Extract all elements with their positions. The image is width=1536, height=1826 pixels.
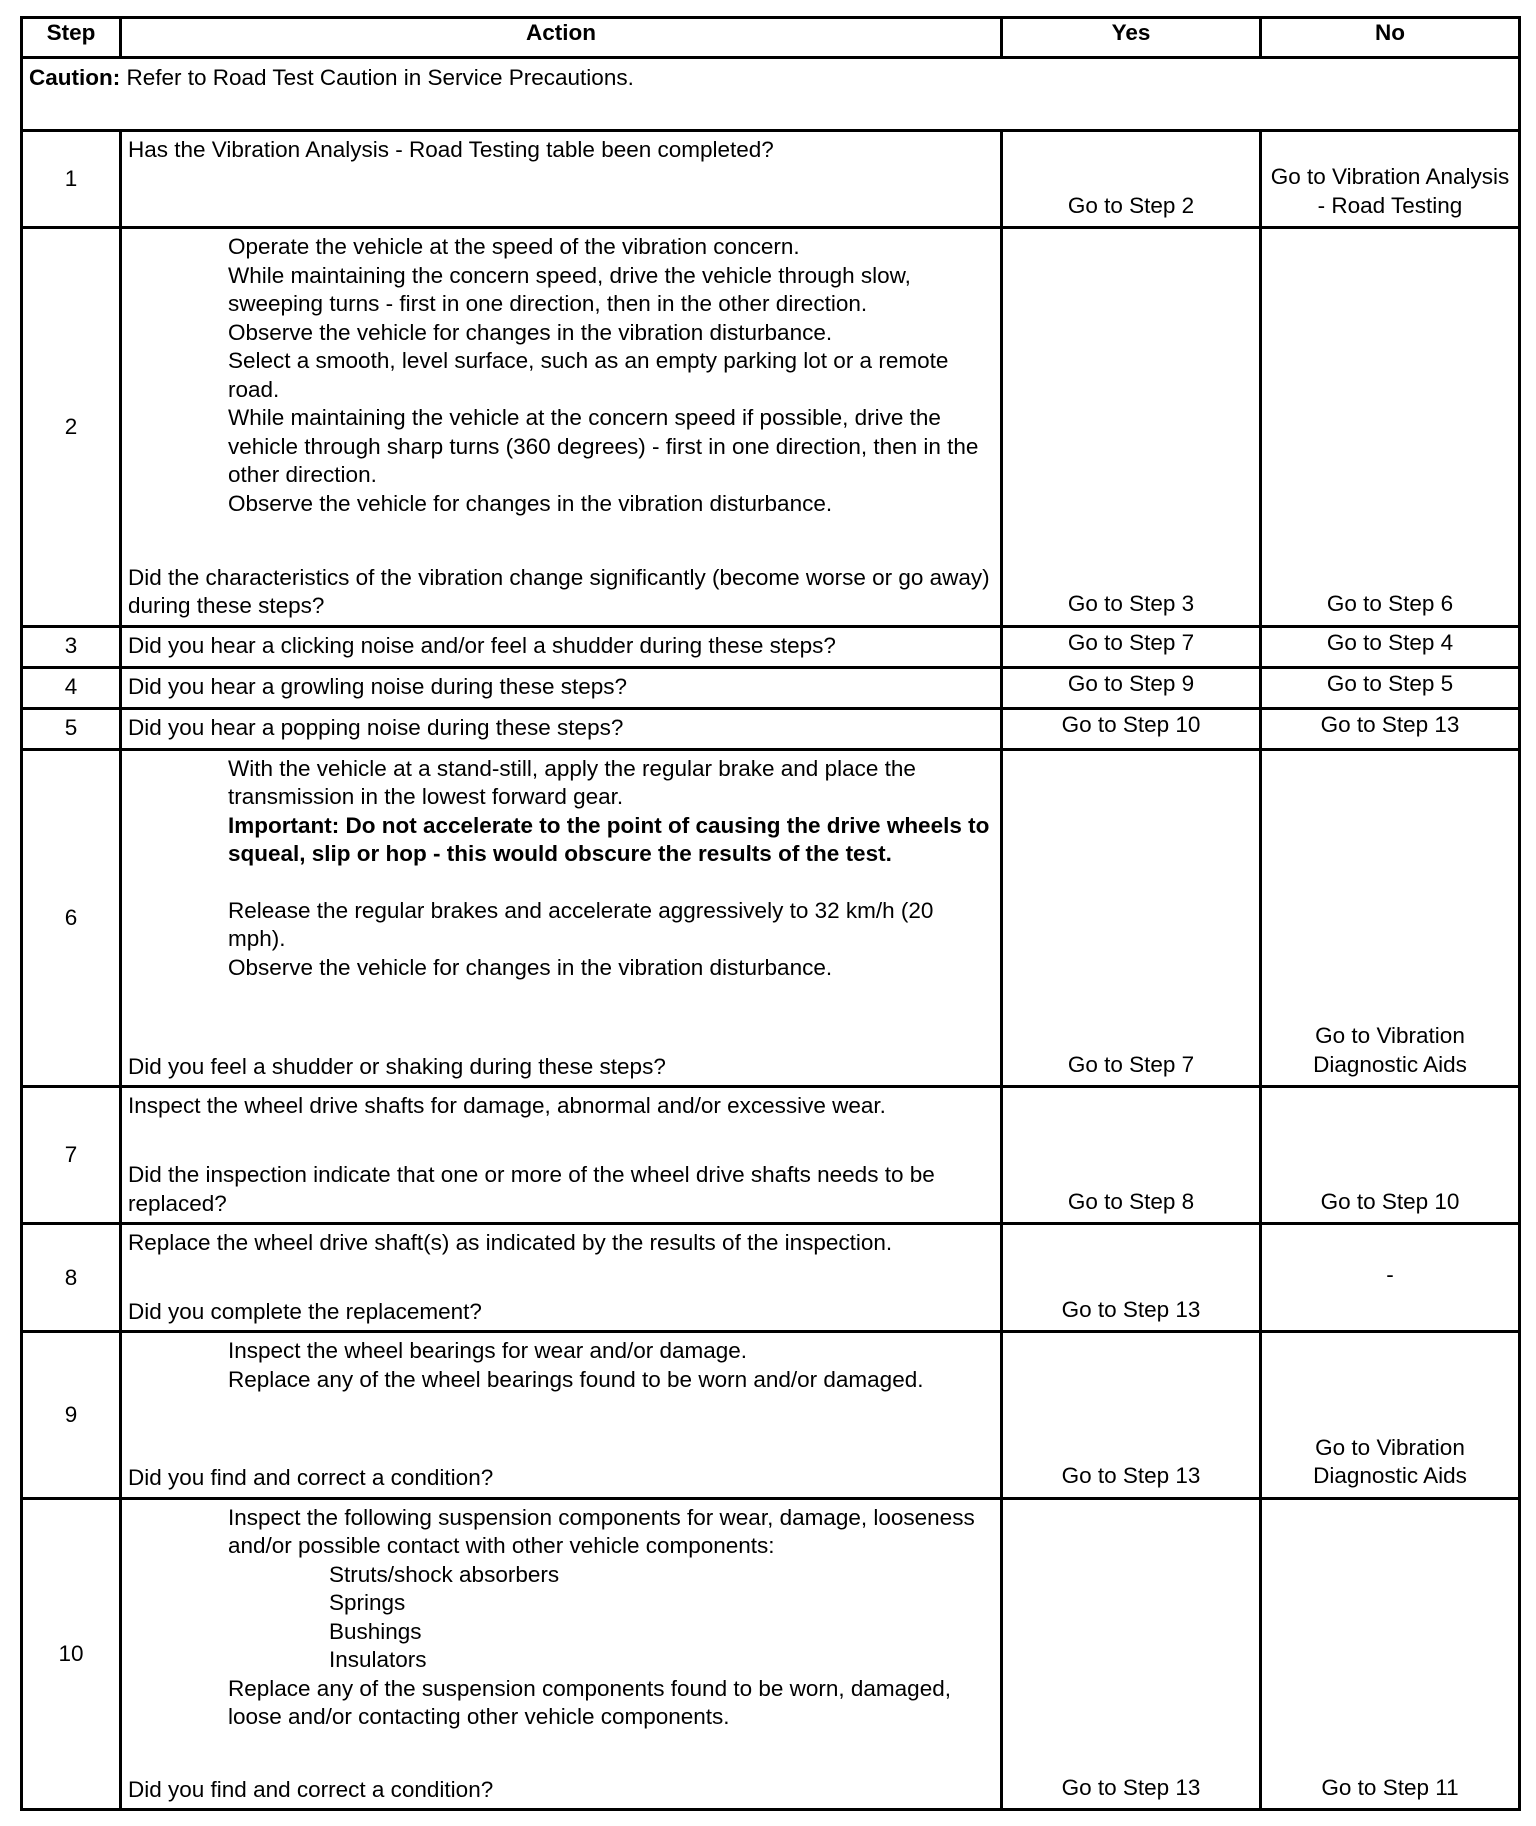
no-cell: Go to Vibration Diagnostic Aids — [1261, 749, 1520, 1086]
action-text: While maintaining the concern speed, drive the vehicle through slow, sweeping turns - first in one direction, then in the other direction. — [228, 262, 911, 317]
component-item: Springs — [329, 1590, 406, 1616]
yes-cell: Go to Step 7 — [1002, 749, 1261, 1086]
no-cell: Go to Step 11 — [1261, 1498, 1520, 1809]
action-text: Select a smooth, level surface, such as an empty parking lot or a remote road. — [228, 348, 949, 402]
action-text: Observe the vehicle for changes in the vibration disturbance. — [228, 954, 833, 980]
action-text: Has the Vibration Analysis - Road Testing table been completed? — [128, 137, 774, 163]
yes-cell: Go to Step 3 — [1002, 228, 1261, 626]
table-row — [22, 667, 1520, 708]
important-note: Important: Do not accelerate to the point of causing the drive wheels to squeal, slip or hop - this would obscure the results of the test. — [228, 812, 990, 867]
action-cell — [121, 1498, 1002, 1809]
caution-row — [22, 58, 1520, 131]
step-number: 7 — [22, 1087, 121, 1224]
yes-cell: Go to Step 13 — [1002, 1498, 1261, 1809]
header-no: No — [1261, 18, 1520, 58]
action-text: While maintaining the vehicle at the concern speed if possible, drive the vehicle through sharp turns (360 degrees) - first in one direction, then in the other direction. — [228, 405, 979, 488]
step-number: 10 — [22, 1498, 121, 1809]
header-row — [22, 18, 1520, 58]
action-cell — [121, 131, 1002, 228]
action-text: Release the regular brakes and accelerate aggressively to 32 km/h (20 mph). — [228, 897, 934, 952]
component-item: Bushings — [329, 1618, 422, 1644]
component-item: Insulators — [329, 1647, 427, 1673]
step-number: 3 — [22, 626, 121, 667]
no-cell: Go to Vibration Diagnostic Aids — [1261, 1332, 1520, 1498]
no-cell: Go to Step 10 — [1261, 1087, 1520, 1224]
no-cell: Go to Vibration Analysis - Road Testing — [1261, 131, 1520, 228]
action-text: With the vehicle at a stand-still, apply the regular brake and place the transmission in the lowest forward gear. — [228, 755, 916, 810]
yes-cell: Go to Step 13 — [1002, 1332, 1261, 1498]
action-cell — [121, 749, 1002, 1086]
table-row — [22, 228, 1520, 626]
caution-label: Caution: — [29, 65, 121, 91]
step-number: 1 — [22, 131, 121, 228]
action-cell — [121, 667, 1002, 708]
question-text: Did the inspection indicate that one or more of the wheel drive shafts needs to be replaced? — [128, 1162, 935, 1216]
caution-cell — [22, 58, 1520, 131]
action-text: Inspect the following suspension components for wear, damage, looseness and/or possible contact with other vehicle components: — [228, 1504, 975, 1559]
action-text: Replace the wheel drive shaft(s) as indicated by the results of the inspection. — [128, 1230, 893, 1256]
action-cell — [121, 1224, 1002, 1332]
action-cell — [121, 1087, 1002, 1224]
table-row — [22, 1087, 1520, 1224]
no-cell: - — [1261, 1224, 1520, 1332]
step-number: 5 — [22, 708, 121, 749]
step-number: 2 — [22, 228, 121, 626]
step-number: 9 — [22, 1332, 121, 1498]
step-number: 8 — [22, 1224, 121, 1332]
no-cell: Go to Step 4 — [1261, 626, 1520, 667]
header-step: Step — [22, 18, 121, 58]
step-number: 6 — [22, 749, 121, 1086]
action-text: Operate the vehicle at the speed of the vibration concern. — [228, 234, 800, 260]
table-row — [22, 131, 1520, 228]
action-cell — [121, 626, 1002, 667]
action-cell — [121, 228, 1002, 626]
table-row — [22, 1332, 1520, 1498]
yes-cell: Go to Step 9 — [1002, 667, 1261, 708]
table-row — [22, 626, 1520, 667]
component-item: Struts/shock absorbers — [329, 1561, 560, 1587]
question-text: Did you find and correct a condition? — [128, 1465, 494, 1491]
action-text: Replace any of the suspension components found to be worn, damaged, loose and/or contacting other vehicle components. — [228, 1675, 951, 1730]
step-number: 4 — [22, 667, 121, 708]
diagnostic-table — [20, 16, 1521, 1811]
header-action: Action — [121, 18, 1002, 58]
question-text: Did the characteristics of the vibration change significantly (become worse or go away) during these steps? — [128, 564, 990, 619]
caution-text: Refer to Road Test Caution in Service Precautions. — [120, 65, 634, 91]
yes-cell: Go to Step 7 — [1002, 626, 1261, 667]
question-text: Did you feel a shudder or shaking during these steps? — [128, 1053, 666, 1079]
action-text: Did you hear a popping noise during these steps? — [128, 714, 624, 740]
action-text: Replace any of the wheel bearings found to be worn and/or damaged. — [228, 1366, 924, 1392]
header-yes: Yes — [1002, 18, 1261, 58]
action-text: Did you hear a growling noise during these steps? — [128, 673, 628, 699]
table-row — [22, 708, 1520, 749]
yes-cell: Go to Step 8 — [1002, 1087, 1261, 1224]
no-cell: Go to Step 5 — [1261, 667, 1520, 708]
table-row — [22, 1498, 1520, 1809]
table-row — [22, 749, 1520, 1086]
action-cell — [121, 1332, 1002, 1498]
action-text: Did you hear a clicking noise and/or feel a shudder during these steps? — [128, 632, 836, 658]
table-row — [22, 1224, 1520, 1332]
yes-cell: Go to Step 10 — [1002, 708, 1261, 749]
no-cell: Go to Step 13 — [1261, 708, 1520, 749]
question-text: Did you find and correct a condition? — [128, 1776, 494, 1802]
action-text: Inspect the wheel bearings for wear and/or damage. — [228, 1338, 748, 1364]
yes-cell: Go to Step 13 — [1002, 1224, 1261, 1332]
no-cell: Go to Step 6 — [1261, 228, 1520, 626]
action-text: Inspect the wheel drive shafts for damage, abnormal and/or excessive wear. — [128, 1093, 886, 1119]
yes-cell: Go to Step 2 — [1002, 131, 1261, 228]
action-text: Observe the vehicle for changes in the vibration disturbance. — [228, 490, 833, 516]
action-cell — [121, 708, 1002, 749]
action-text: Observe the vehicle for changes in the vibration disturbance. — [228, 319, 833, 345]
question-text: Did you complete the replacement? — [128, 1298, 482, 1324]
